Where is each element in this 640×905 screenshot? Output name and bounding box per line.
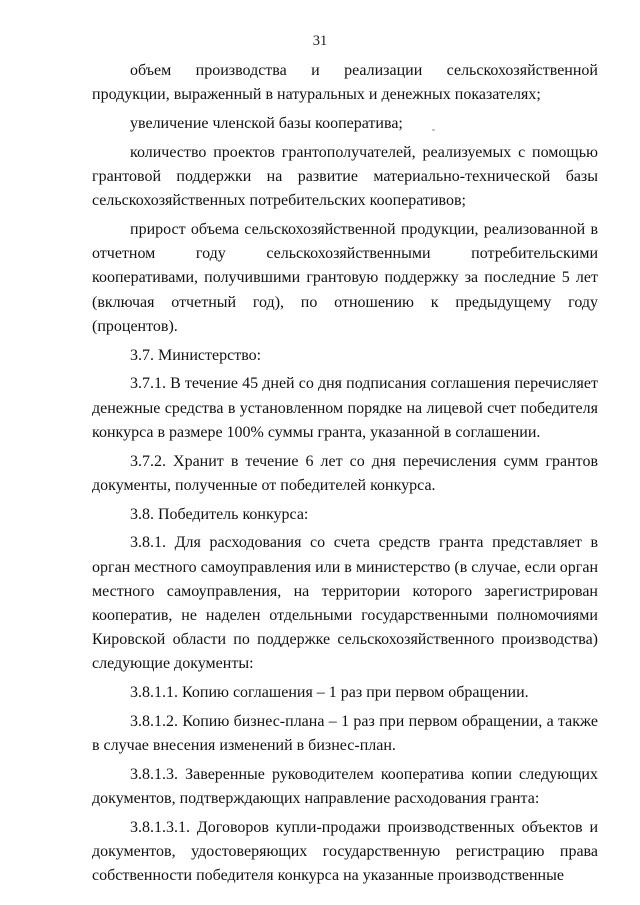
clause-3-7-2: 3.7.2. Хранит в течение 6 лет со дня перечисления сумм грантов документы, полученные от победителей конкурса. (92, 452, 598, 494)
paragraph-projects-count: количество проектов грантополучателей, реализуемых с помощью грантовой поддержки на развитие материально-технической базы сельскохозяйственных потребительских кооперативов; (92, 143, 598, 210)
clause-3-8-1-1: 3.8.1.1. Копию соглашения – 1 раз при первом обращении. (130, 684, 529, 702)
section-3-7-heading: 3.7. Министерство: (130, 346, 262, 364)
clause-3-8-1: 3.8.1. Для расходования со счета средств гранта представляет в орган местного самоуправления или в министерство (в случае, если орган местного самоуправления, на территории которого зарегистрирован кооператив, не наделен отдельными государственными полномочиями Кировской области по поддержке сельскохозяйственного производства) следующие документы: (92, 534, 598, 673)
paragraph-production-growth: прирост объема сельскохозяйственной продукции, реализованной в отчетном году сельскохозяйственными потребительскими кооперативами, получившими грантовую поддержку за последние 5 лет (включая отчетный год), по отношению к предыдущему году (процентов). (92, 221, 598, 335)
paragraph-production-volume: объем производства и реализации сельскохозяйственной продукции, выраженный в натуральных и денежных показателях; (92, 62, 598, 104)
document-body (92, 59, 598, 889)
clause-3-8-1-2: 3.8.1.2. Копию бизнес-плана – 1 раз при первом обращении, а также в случае внесения изменений в бизнес-план. (92, 713, 598, 755)
page-number: 31 (312, 33, 328, 49)
section-3-8-heading: 3.8. Победитель конкурса: (130, 505, 309, 523)
clause-3-7-1: 3.7.1. В течение 45 дней со дня подписания соглашения перечисляет денежные средства в установленном порядке на лицевой счет победителя конкурса в размере 100% суммы гранта, указанной в соглашении. (92, 375, 598, 441)
paragraph-membership-growth: увеличение членской базы кооператива; (130, 115, 403, 132)
clause-3-8-1-3: 3.8.1.3. Заверенные руководителем кооператива копии следующих документов, подтверждающих направление расходования гранта: (92, 766, 598, 808)
clause-3-8-1-3-1: 3.8.1.3.1. Договоров купли-продажи производственных объектов и документов, удостоверяющих государственную регистрацию права собственности победителя конкурса на указанные производственные (92, 819, 598, 885)
